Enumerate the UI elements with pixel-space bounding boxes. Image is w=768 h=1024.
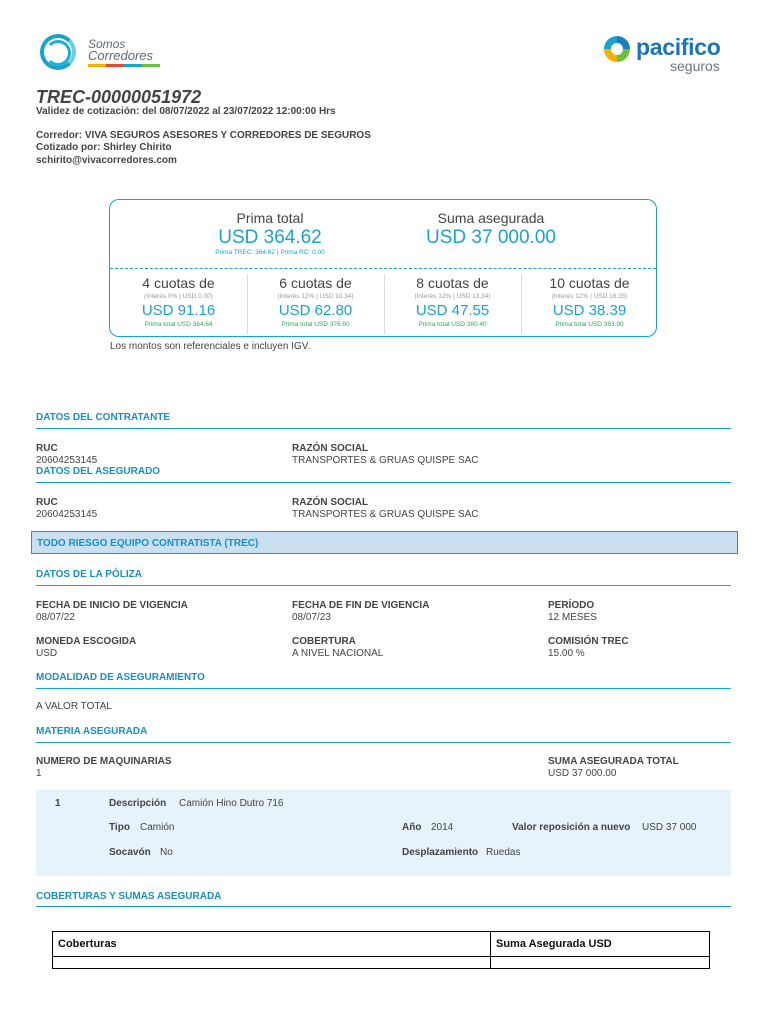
insurer-logo-sub: seguros [670, 58, 720, 74]
cuota-total: Prima total USD 380.40 [418, 321, 487, 328]
ruc-label: RUC [36, 497, 58, 508]
section-divider [36, 428, 731, 429]
prima-total-value: USD 364.62 [218, 227, 322, 248]
cobertura-value: A NIVEL NACIONAL [292, 648, 384, 659]
razon-social-label: RAZÓN SOCIAL [292, 497, 369, 508]
valor-reposicion-label: Valor reposición a nuevo [512, 822, 631, 833]
table-header-row [53, 932, 710, 957]
section-divider [36, 688, 731, 689]
summary-divider [110, 268, 656, 269]
cuota-title: 4 cuotas de [142, 275, 215, 291]
somos-corredores-logo [36, 30, 176, 80]
cuota-value: USD 91.16 [141, 302, 216, 319]
suma-asegurada-header: Suma Asegurada USD [491, 932, 710, 957]
ruc-label: RUC [36, 443, 58, 454]
num-maquinarias-label: NUMERO DE MAQUINARIAS [36, 756, 172, 767]
cuota-title: 6 cuotas de [279, 275, 352, 291]
cuota-option [110, 270, 247, 332]
section-divider [36, 906, 731, 907]
cuota-interest: (Interés 0% | USD 0.00) [144, 293, 213, 300]
section-title-contratante: DATOS DEL CONTRATANTE [36, 412, 171, 423]
razon-social-value: TRANSPORTES & GRUAS QUISPE SAC [292, 455, 479, 466]
razon-social-label: RAZÓN SOCIAL [292, 443, 369, 454]
suma-total-label: SUMA ASEGURADA TOTAL [548, 756, 679, 767]
comision-value: 15.00 % [548, 648, 585, 659]
cuota-value: USD 38.39 [552, 302, 627, 319]
cuota-interest: (Interés 12% | USD 16.35) [551, 293, 628, 300]
insurer-logo-name: pacifico [636, 34, 721, 60]
fin-vigencia-value: 08/07/23 [292, 612, 331, 623]
cuota-option [384, 270, 521, 332]
comision-label: COMISIÓN TREC [548, 636, 629, 647]
pacifico-logo [604, 34, 734, 74]
cuota-value: USD 47.55 [415, 302, 490, 319]
validity-text: Validez de cotización: del 08/07/2022 al 23/07/2022 12:00:00 Hrs [36, 106, 336, 117]
section-divider [36, 742, 731, 743]
broker-logo-line1: Somos [88, 37, 126, 51]
section-divider [36, 482, 731, 483]
table-row [53, 957, 710, 969]
anio-label: Año [402, 822, 422, 833]
cuota-total: Prima total USD 364.64 [144, 321, 213, 328]
razon-social-value: TRANSPORTES & GRUAS QUISPE SAC [292, 509, 479, 520]
table-cell [491, 957, 710, 969]
inicio-vigencia-value: 08/07/22 [36, 612, 75, 623]
section-title-coberturas: COBERTURAS Y SUMAS ASEGURADA [36, 891, 222, 902]
section-title-modalidad: MODALIDAD DE ASEGURAMIENTO [36, 672, 205, 683]
num-maquinarias-value: 1 [36, 768, 42, 779]
desplazamiento-value: Ruedas [486, 847, 521, 858]
cobertura-label: COBERTURA [292, 636, 356, 647]
descripcion-value: Camión Hino Dutro 716 [179, 798, 284, 809]
cuota-interest: (Interés 12% | USD 13.34) [414, 293, 491, 300]
tipo-value: Camión [140, 822, 175, 833]
moneda-label: MONEDA ESCOGIDA [36, 636, 137, 647]
quote-id: TREC-00000051972 [36, 87, 202, 107]
machine-index: 1 [55, 798, 61, 809]
suma-asegurada-value: USD 37 000.00 [426, 227, 556, 248]
email-text: schirito@vivacorredores.com [36, 155, 177, 166]
cuota-total: Prima total USD 376.80 [281, 321, 350, 328]
broker-text: Corredor: VIVA SEGUROS ASESORES Y CORREDORES DE SEGUROS [36, 130, 371, 141]
quoted-by-text: Cotizado por: Shirley Chirito [36, 142, 172, 153]
section-title-poliza: DATOS DE LA PÓLIZA [36, 569, 142, 580]
logo-ring-inner-icon [45, 40, 71, 66]
moneda-value: USD [36, 648, 58, 659]
coberturas-table [52, 931, 710, 969]
tipo-label: Tipo [109, 822, 130, 833]
product-bar-label: TODO RIESGO EQUIPO CONTRATISTA (TREC) [37, 538, 259, 549]
cuota-title: 8 cuotas de [416, 275, 489, 291]
ruc-value: 20604253145 [36, 509, 98, 520]
cuota-value: USD 62.80 [278, 302, 353, 319]
section-title-materia: MATERIA ASEGURADA [36, 726, 148, 737]
summary-box [109, 199, 657, 337]
inicio-vigencia-label: FECHA DE INICIO DE VIGENCIA [36, 600, 188, 611]
prima-detail: Prima TREC: 364.62 | Prima RC: 0.00 [215, 249, 325, 256]
coberturas-header: Coberturas [53, 932, 491, 957]
socavon-label: Socavón [109, 847, 151, 858]
modalidad-value: A VALOR TOTAL [36, 701, 112, 712]
logo-color-bar [88, 64, 160, 67]
cuota-interest: (Interés 12% | USD 10.34) [277, 293, 354, 300]
machine-detail-box [36, 790, 731, 876]
suma-asegurada-label: Suma asegurada [437, 210, 545, 226]
prima-total-label: Prima total [236, 210, 304, 226]
section-title-asegurado: DATOS DEL ASEGURADO [36, 466, 161, 477]
table-cell [53, 957, 491, 969]
valor-reposicion-value: USD 37 000 [642, 822, 697, 833]
periodo-label: PERÍODO [548, 600, 595, 611]
cuota-option [521, 270, 658, 332]
anio-value: 2014 [431, 822, 454, 833]
section-divider [36, 585, 731, 586]
cuota-option [247, 270, 384, 332]
pacifico-circle-icon [604, 36, 630, 62]
broker-logo-text [88, 38, 153, 62]
cuota-total: Prima total USD 383.90 [555, 321, 624, 328]
broker-logo-line2: Corredores [88, 48, 154, 63]
product-bar [31, 531, 738, 554]
ruc-value: 20604253145 [36, 455, 98, 466]
periodo-value: 12 MESES [548, 612, 597, 623]
desplazamiento-label: Desplazamiento [402, 847, 479, 858]
summary-note: Los montos son referenciales e incluyen IGV. [110, 341, 311, 352]
fin-vigencia-label: FECHA DE FIN DE VIGENCIA [292, 600, 430, 611]
descripcion-label: Descripción [109, 798, 167, 809]
suma-total-value: USD 37 000.00 [548, 768, 617, 779]
cuota-title: 10 cuotas de [549, 275, 630, 291]
socavon-value: No [160, 847, 173, 858]
